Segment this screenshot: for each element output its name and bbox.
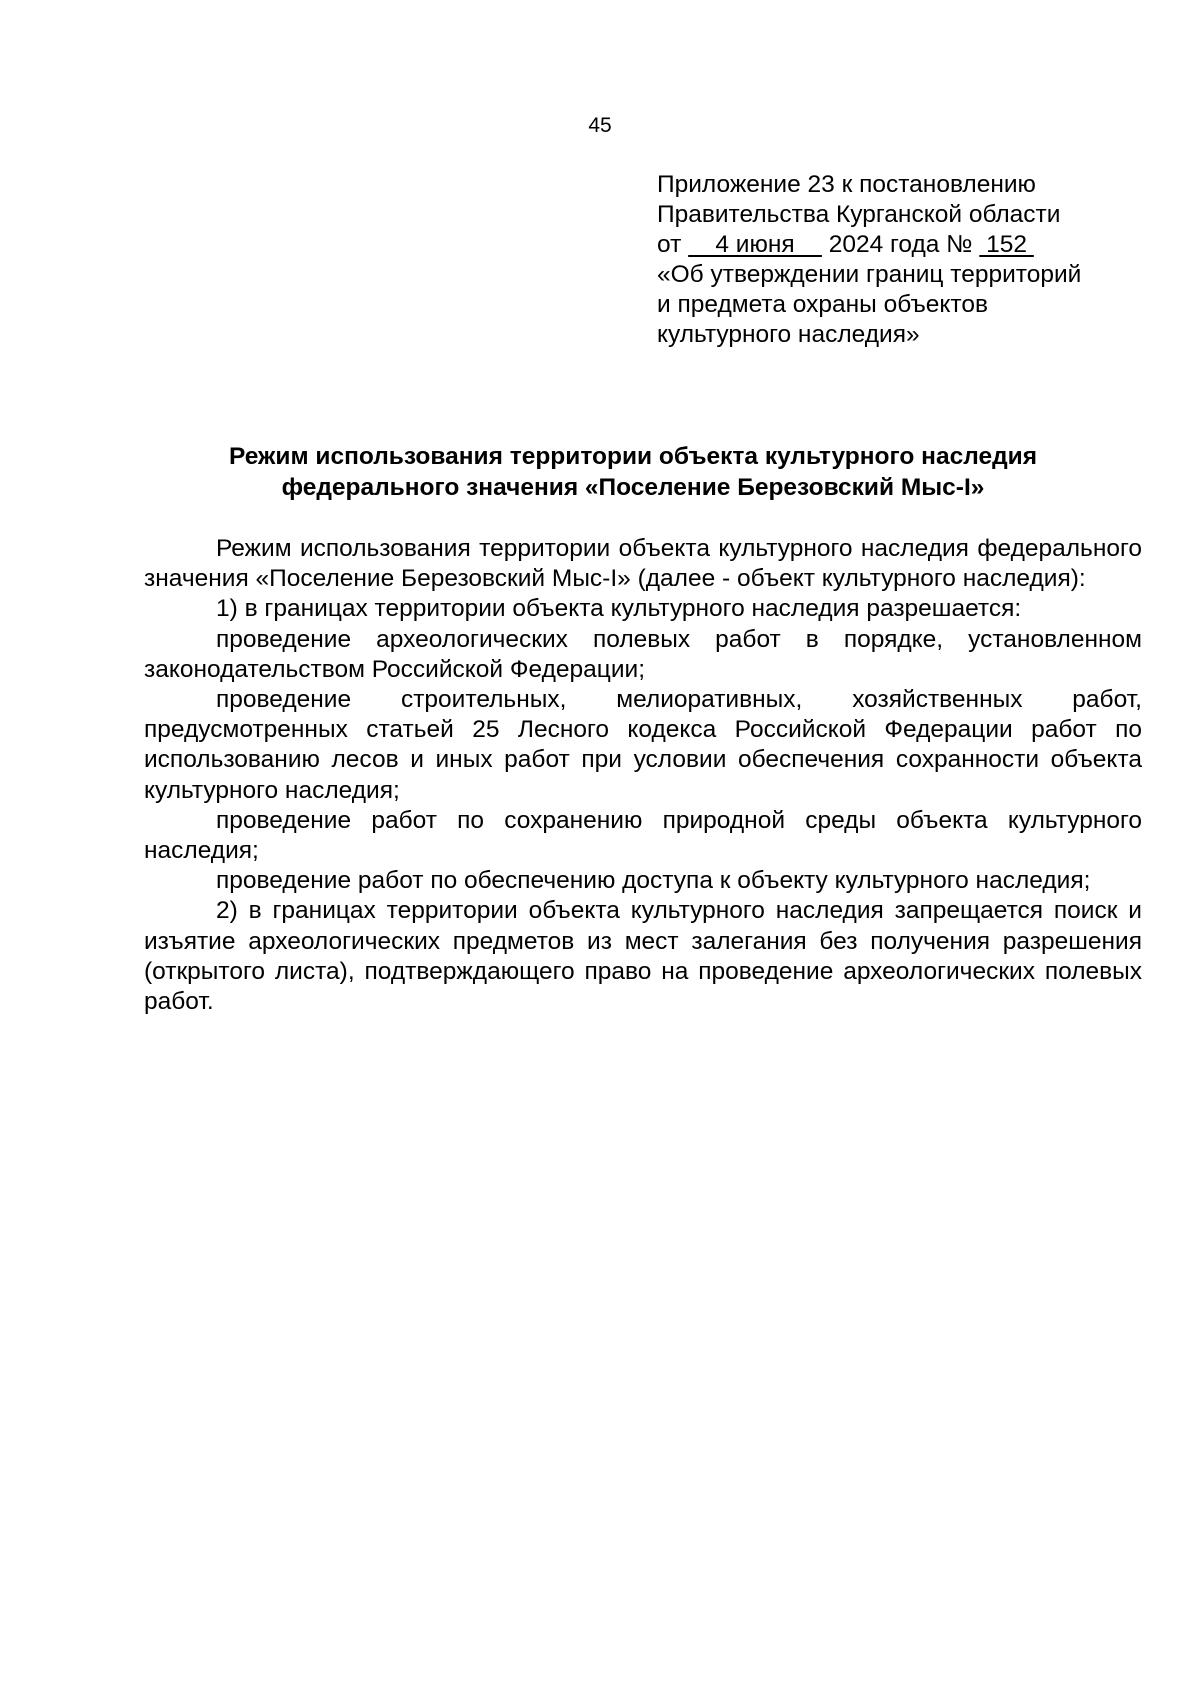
paragraph: 2) в границах территории объекта культурного наследия запрещается поиск и изъятие археологических предметов из мест залегания без получения разрешения (открытого листа), подтверждающего право на проведение археологических полевых работ.	[144, 897, 1142, 1016]
paragraph: проведение работ по обеспечению доступа к объекту культурного наследия;	[216, 867, 1091, 895]
document-body	[144, 534, 1142, 1017]
paragraph: 1) в границах территории объекта культурного наследия разрешается:	[216, 595, 1022, 623]
date-prefix: от	[657, 231, 682, 258]
title-line: федерального значения «Поселение Березовский Мыс-I»	[281, 474, 985, 501]
paragraph: проведение археологических полевых работ в порядке, установленном законодательством Российской Федерации;	[144, 625, 1142, 683]
paragraph: Режим использования территории объекта культурного наследия федерального значения «Поселение Березовский Мыс-I» (далее - объект культурного наследия):	[144, 535, 1142, 593]
appendix-line: Правительства Курганской области	[657, 201, 1061, 228]
appendix-line: Приложение 23 к постановлению	[657, 171, 1036, 198]
resolution-number: 152	[979, 231, 1034, 258]
year-label: 2024 года №	[828, 231, 973, 258]
appendix-date-line	[657, 230, 1177, 260]
appendix-line: культурного наследия»	[657, 321, 920, 348]
paragraph: проведение работ по сохранению природной среды объекта культурного наследия;	[144, 806, 1142, 865]
title-line: Режим использования территории объекта культурного наследия	[229, 443, 1037, 470]
document-title	[150, 441, 1116, 503]
appendix-line: и предмета охраны объектов	[657, 291, 988, 318]
page-number: 45	[588, 114, 612, 137]
appendix-line: «Об утверждении границ территорий	[657, 261, 1082, 288]
resolution-date: 4 июня	[688, 231, 822, 258]
appendix-header	[657, 170, 1177, 350]
paragraph: проведение строительных, мелиоративных, хозяйственных работ, предусмотренных статьей 25 Лесного кодекса Российской Федерации работ по использованию лесов и иных работ при условии обеспечения сохранности объекта культурного наследия;	[144, 686, 1142, 804]
